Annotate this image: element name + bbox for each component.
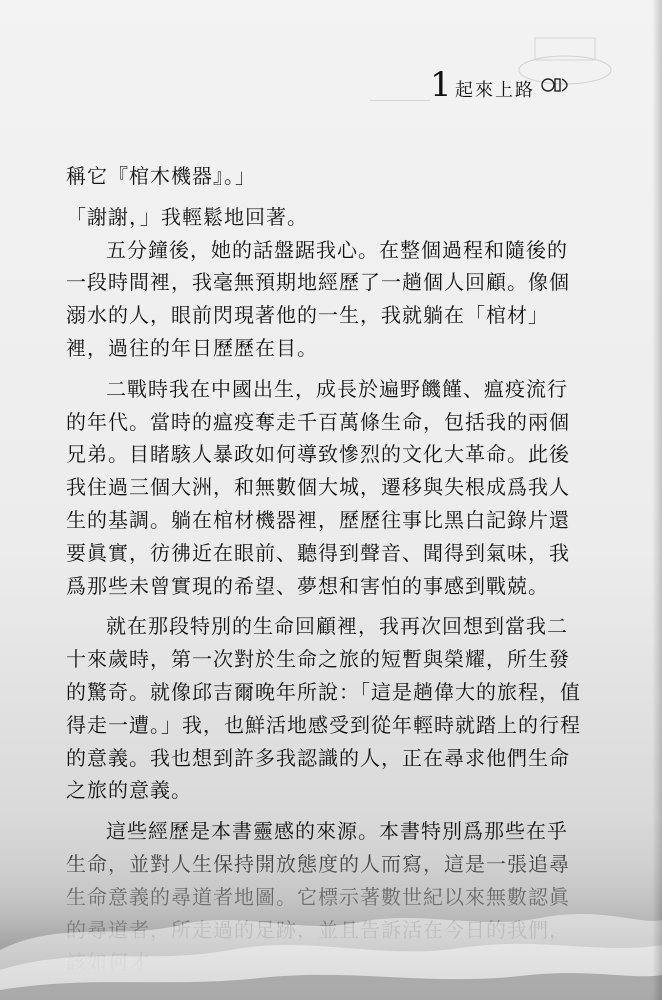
paragraph-3: 五分鐘後，她的話盤踞我心。在整個過程和隨後的一段時間裡，我毫無預期地經歷了一趟個人回顧。像個溺水的人，眼前閃現著他的一生，我就躺在「棺材」裡，過往的年日歷歷在目。 <box>66 237 570 360</box>
ornament-icon <box>540 76 574 94</box>
chapter-title: 起來上路 <box>455 80 535 101</box>
paragraph-4: 二戰時我在中國出生，成長於遍野饑饉、瘟疫流行的年代。當時的瘟疫奪走千百萬條生命，包括我的兩個兄弟。目睹駭人暴政如何導致慘烈的文化大革命。此後我住過三個大洲，和無數個大城，遷移與失根成爲我人生的基調。躺在棺材機器裡，歷歷往事比黑白記錄片還要眞實，彷彿近在眼前、聽得到聲音、聞得到氣味，我爲那些未曾實現的希望、夢想和害怕的事感到戰兢。 <box>66 376 570 598</box>
header-rule <box>370 100 430 101</box>
paragraph-2: 「謝謝，」我輕鬆地回著。 <box>66 204 308 229</box>
cloud-background-image <box>0 830 662 1000</box>
chapter-number: 1 <box>430 65 452 105</box>
page-edge-shadow <box>652 0 662 1000</box>
running-header <box>430 66 630 106</box>
paragraph-5: 就在那段特別的生命回顧裡，我再次回想到當我二十來歲時，第一次對於生命之旅的短暫與榮耀，所生發的驚奇。就像邱吉爾晚年所說：「這是趟偉大的旅程，值得走一遭。」我，也鮮活地感受到從年輕時就踏上的行程的意義。我也想到許多我認識的人，正在尋求他們生命之旅的意義。 <box>66 614 581 803</box>
paragraph-1: 稱它『棺木機器』。」 <box>66 164 256 188</box>
